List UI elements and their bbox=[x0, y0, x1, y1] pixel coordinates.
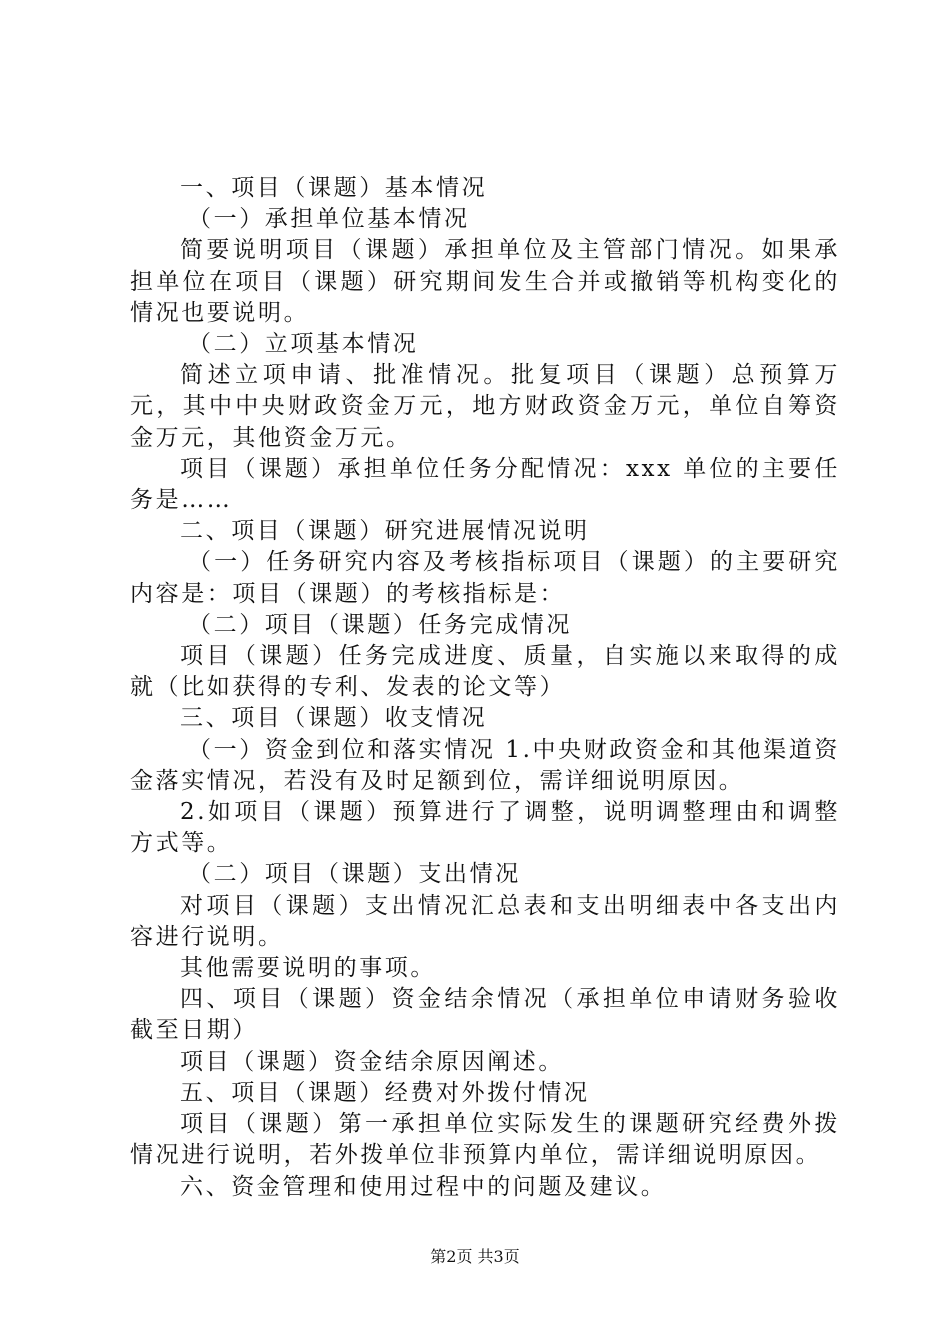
page-footer: 第2页 共3页 bbox=[430, 1247, 520, 1266]
paragraph: 对项目（课题）支出情况汇总表和支出明细表中各支出内容进行说明。 bbox=[130, 892, 840, 950]
heading-1: 一、项目（课题）基本情况 bbox=[180, 175, 488, 201]
paragraph: 项目（课题）资金结余原因阐述。 bbox=[180, 1048, 564, 1075]
subheading-2-1: （一）任务研究内容及考核指标项目（课题）的主要研究内容是：项目（课题）的考核指标是： bbox=[130, 549, 840, 607]
heading-5: 五、项目（课题）经费对外拨付情况 bbox=[180, 1079, 590, 1106]
subheading-1-2: （二）立项基本情况 bbox=[188, 331, 419, 358]
heading-6: 六、资金管理和使用过程中的问题及建议。 bbox=[180, 1173, 667, 1200]
heading-3: 三、项目（课题）收支情况 bbox=[180, 705, 488, 732]
subheading-3-1: （一）资金到位和落实情况 1.中央财政资金和其他渠道资金落实情况，若没有及时足额到位，需详细说明原因。 bbox=[130, 736, 840, 794]
paragraph: 2.如项目（课题）预算进行了调整，说明调整理由和调整方式等。 bbox=[130, 799, 840, 857]
heading-2: 二、项目（课题）研究进展情况说明 bbox=[180, 518, 590, 545]
subheading-1-1: （一）承担单位基本情况 bbox=[188, 206, 470, 233]
document-body bbox=[130, 173, 840, 1203]
subheading-3-2: （二）项目（课题）支出情况 bbox=[188, 861, 521, 888]
paragraph: 简述立项申请、批准情况。批复项目（课题）总预算万元，其中中央财政资金万元，地方财政资金万元，单位自筹资金万元，其他资金万元。 bbox=[130, 362, 840, 451]
heading-4: 四、项目（课题）资金结余情况（承担单位申请财务验收截至日期） bbox=[130, 986, 840, 1044]
paragraph: 简要说明项目（课题）承担单位及主管部门情况。如果承担单位在项目（课题）研究期间发生合并或撤销等机构变化的情况也要说明。 bbox=[130, 237, 840, 326]
subheading-2-2: （二）项目（课题）任务完成情况 bbox=[188, 611, 572, 638]
paragraph: 项目（课题）承担单位任务分配情况：xxx 单位的主要任务是…… bbox=[130, 455, 840, 514]
paragraph: 其他需要说明的事项。 bbox=[180, 955, 436, 982]
paragraph: 项目（课题）第一承担单位实际发生的课题研究经费外拨情况进行说明，若外拨单位非预算内单位，需详细说明原因。 bbox=[130, 1111, 840, 1169]
paragraph: 项目（课题）任务完成进度、质量，自实施以来取得的成就（比如获得的专利、发表的论文等） bbox=[130, 643, 840, 701]
